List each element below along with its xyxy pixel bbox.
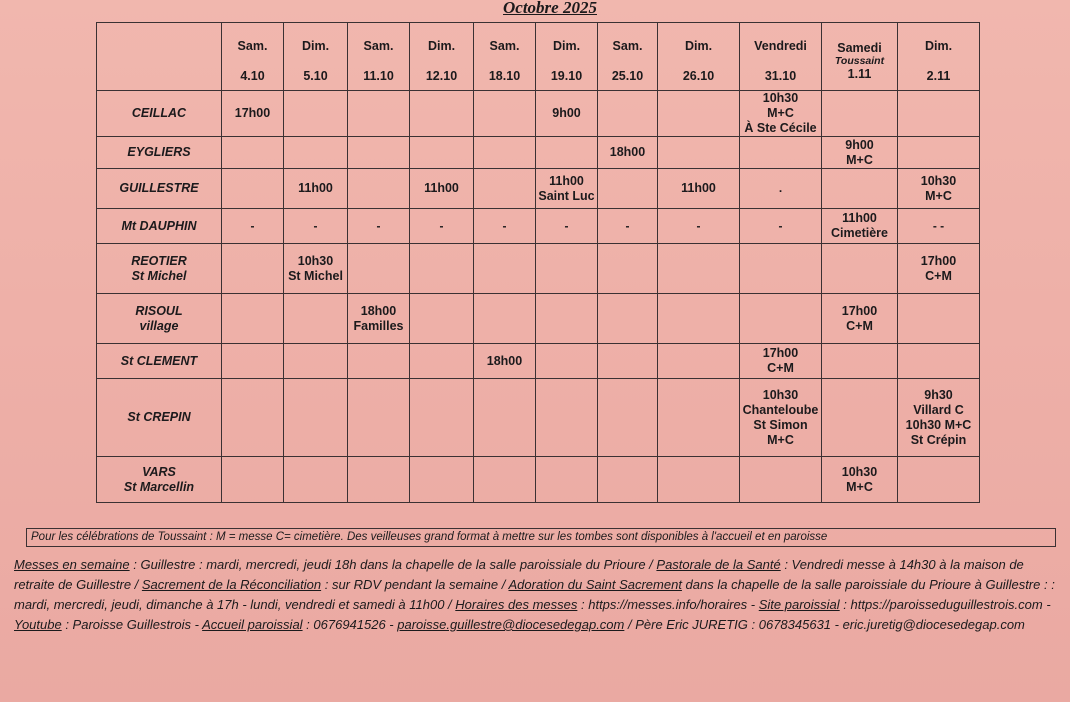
- column-header: [898, 23, 980, 91]
- location-cell: [97, 209, 222, 244]
- mass-schedule-table: [96, 22, 980, 503]
- schedule-cell: [598, 91, 658, 137]
- mass-time: M+C: [846, 152, 873, 167]
- mass-time: 10h30 M+C: [905, 417, 972, 432]
- schedule-cell: [536, 379, 598, 457]
- schedule-cell: [474, 244, 536, 294]
- day-date: 31.10: [764, 69, 797, 83]
- mass-time: C+M: [846, 318, 873, 333]
- paroisse-email[interactable]: paroisse.guillestre@diocesedegap.com: [397, 617, 625, 632]
- location-name: Mt DAUPHIN: [121, 218, 197, 233]
- header-row: [97, 23, 980, 91]
- mass-time: 17h00: [234, 106, 271, 120]
- schedule-cell: [222, 91, 284, 137]
- schedule-cell: [658, 169, 740, 209]
- schedule-cell: [598, 457, 658, 503]
- schedule-cell: [348, 169, 410, 209]
- location-name: RISOUL: [135, 303, 183, 318]
- schedule-cell: [284, 457, 348, 503]
- location-name: EYGLIERS: [127, 145, 191, 159]
- schedule-cell: [536, 344, 598, 379]
- location-cell: [97, 379, 222, 457]
- day-date: 26.10: [682, 69, 715, 83]
- schedule-cell: [740, 169, 822, 209]
- day-name: Dim.: [924, 39, 953, 53]
- mass-time: -: [696, 218, 701, 233]
- info-paragraph: [14, 555, 1070, 635]
- horaires-label: Horaires des messes: [455, 597, 578, 612]
- mass-time: M+C: [925, 188, 952, 203]
- day-date: 25.10: [611, 69, 644, 83]
- table-row: [97, 137, 980, 169]
- mass-time: 10h30: [762, 91, 799, 105]
- schedule-cell: [284, 344, 348, 379]
- toussaint-note: Pour les célébrations de Toussaint : M = messe C= cimetière. Des veilleuses grand format à mettre sur les tombes sont disponibles à l'accueil et en paroisse: [26, 528, 1056, 547]
- mass-time: -: [250, 218, 255, 233]
- pere-contact: / Père Eric JURETIG : 0678345631 - eric.juretig@diocesedegap.com: [624, 617, 1025, 632]
- schedule-cell: [222, 457, 284, 503]
- schedule-cell: [598, 137, 658, 169]
- schedule-cell: [348, 457, 410, 503]
- day-name: Sam.: [363, 39, 394, 53]
- mass-time: St Michel: [288, 268, 343, 283]
- schedule-cell: [598, 244, 658, 294]
- mass-time: 10h30: [841, 464, 878, 479]
- schedule-cell: [598, 379, 658, 457]
- table-row: [97, 209, 980, 244]
- schedule-cell: [658, 294, 740, 344]
- mass-time: C+M: [925, 268, 952, 283]
- day-date: 2.11: [926, 69, 951, 83]
- schedule-cell: [410, 379, 474, 457]
- reconciliation-text: : sur RDV pendant la semaine /: [321, 577, 509, 592]
- column-header: [822, 23, 898, 91]
- schedule-cell: [536, 209, 598, 244]
- day-date: 18.10: [488, 69, 521, 83]
- day-name: Sam.: [237, 39, 268, 53]
- schedule-cell: [822, 91, 898, 137]
- schedule-cell: [222, 244, 284, 294]
- schedule-cell: [474, 379, 536, 457]
- mass-time: 10h30: [762, 387, 799, 402]
- schedule-cell: [284, 379, 348, 457]
- schedule-cell: [474, 344, 536, 379]
- youtube-label: Youtube: [14, 617, 62, 632]
- column-header: [536, 23, 598, 91]
- schedule-cell: [598, 294, 658, 344]
- schedule-cell: [658, 91, 740, 137]
- mass-time: 11h00: [842, 211, 877, 225]
- schedule-cell: [222, 294, 284, 344]
- location-name: St CREPIN: [127, 410, 191, 424]
- schedule-cell: [740, 137, 822, 169]
- schedule-cell: [898, 457, 980, 503]
- schedule-cell: [536, 137, 598, 169]
- location-name: St Michel: [131, 268, 187, 283]
- mass-time: 11h00: [549, 173, 584, 188]
- column-header: [348, 23, 410, 91]
- mass-time: 11h00: [424, 181, 459, 195]
- mass-time: 18h00: [360, 303, 397, 318]
- schedule-cell: [898, 379, 980, 457]
- header-corner: [97, 23, 222, 91]
- page-title: Octobre 2025: [503, 0, 597, 17]
- mass-time: 18h00: [609, 145, 646, 159]
- weekday-masses-label: Messes en semaine: [14, 557, 130, 572]
- schedule-cell: [658, 379, 740, 457]
- schedule-cell: [348, 379, 410, 457]
- pastorale-text: : Vendredi messe à 14h30 à la maison de retraite de Guillestre /: [14, 557, 1024, 592]
- day-name: Dim.: [552, 39, 581, 53]
- column-header: [740, 23, 822, 91]
- mass-time: 17h00: [762, 346, 799, 360]
- schedule-cell: [598, 169, 658, 209]
- schedule-cell: [474, 91, 536, 137]
- column-header: [658, 23, 740, 91]
- site-label: Site paroissial: [758, 597, 840, 612]
- accueil-phone: : 0676941526 -: [302, 617, 398, 632]
- mass-time: -: [502, 218, 507, 233]
- schedule-cell: [658, 137, 740, 169]
- mass-time: -: [564, 218, 569, 233]
- schedule-cell: [536, 457, 598, 503]
- schedule-cell: [348, 209, 410, 244]
- column-header: [222, 23, 284, 91]
- schedule-cell: [740, 244, 822, 294]
- schedule-cell: [898, 169, 980, 209]
- location-name: St CLEMENT: [120, 353, 198, 368]
- schedule-cell: [898, 294, 980, 344]
- schedule-cell: [474, 137, 536, 169]
- mass-time: 9h30: [924, 387, 953, 402]
- mass-time: 11h00: [681, 181, 716, 195]
- column-header: [598, 23, 658, 91]
- column-header: [474, 23, 536, 91]
- accueil-label: Accueil paroissial: [202, 617, 303, 632]
- schedule-cell: [474, 294, 536, 344]
- mass-time: - -: [932, 218, 945, 233]
- day-date: 4.10: [240, 69, 265, 83]
- schedule-cell: [740, 379, 822, 457]
- adoration-text: dans la chapelle de la salle paroissiale du Prioure à Guillestre : : mardi, mercredi, jeudi, dimanche à 17h - lundi, vendredi et samedi à 11h00 /: [14, 577, 1055, 612]
- location-name: CEILLAC: [131, 106, 187, 120]
- schedule-cell: [822, 209, 898, 244]
- schedule-cell: [740, 457, 822, 503]
- mass-time: -: [313, 218, 318, 233]
- mass-time: .: [778, 181, 783, 195]
- day-subtitle: Toussaint: [834, 55, 885, 67]
- mass-time: Villard C: [913, 402, 964, 417]
- schedule-cell: [410, 244, 474, 294]
- schedule-cell: [822, 379, 898, 457]
- day-date: 5.10: [303, 69, 328, 83]
- table-row: [97, 91, 980, 137]
- schedule-cell: [348, 344, 410, 379]
- schedule-cell: [898, 344, 980, 379]
- mass-time: 17h00: [920, 253, 957, 268]
- location-cell: [97, 457, 222, 503]
- adoration-label: Adoration du Saint Sacrement: [508, 577, 682, 592]
- horaires-link[interactable]: : https://messes.info/horaires -: [577, 597, 759, 612]
- day-name: Dim.: [427, 39, 456, 53]
- schedule-cell: [822, 344, 898, 379]
- day-name: Dim.: [301, 39, 330, 53]
- table-row: [97, 169, 980, 209]
- schedule-cell: [822, 244, 898, 294]
- day-date: 1.11: [847, 67, 872, 81]
- schedule-cell: [658, 344, 740, 379]
- location-cell: [97, 137, 222, 169]
- location-cell: [97, 169, 222, 209]
- mass-time: -: [439, 218, 444, 233]
- schedule-cell: [410, 344, 474, 379]
- schedule-cell: [474, 457, 536, 503]
- day-date: 11.10: [363, 69, 394, 83]
- pastorale-label: Pastorale de la Santé: [656, 557, 781, 572]
- day-date: 12.10: [425, 69, 458, 83]
- schedule-cell: [348, 137, 410, 169]
- schedule-cell: [898, 209, 980, 244]
- location-name: GUILLESTRE: [119, 181, 199, 195]
- day-name: Samedi: [837, 41, 882, 55]
- mass-time: 9h00: [552, 106, 581, 120]
- schedule-cell: [898, 137, 980, 169]
- schedule-cell: [474, 169, 536, 209]
- schedule-cell: [598, 209, 658, 244]
- mass-time: 10h30: [920, 173, 957, 188]
- schedule-cell: [822, 457, 898, 503]
- mass-time: 9h00: [845, 137, 874, 152]
- location-name: REOTIER: [131, 253, 187, 268]
- table-row: [97, 294, 980, 344]
- table-row: [97, 457, 980, 503]
- schedule-cell: [822, 294, 898, 344]
- schedule-cell: [536, 169, 598, 209]
- mass-time: -: [778, 218, 783, 233]
- mass-time: Saint Luc: [538, 188, 595, 203]
- schedule-cell: [536, 91, 598, 137]
- schedule-cell: [898, 244, 980, 294]
- schedule-cell: [898, 91, 980, 137]
- schedule-cell: [658, 209, 740, 244]
- column-header: [410, 23, 474, 91]
- column-header: [284, 23, 348, 91]
- location-name: village: [139, 318, 179, 333]
- mass-time: -: [625, 218, 630, 233]
- schedule-cell: [284, 294, 348, 344]
- schedule-cell: [410, 169, 474, 209]
- mass-time: Familles: [353, 318, 404, 333]
- schedule-cell: [410, 137, 474, 169]
- table-row: [97, 244, 980, 294]
- day-name: Sam.: [489, 39, 520, 53]
- schedule-cell: [222, 379, 284, 457]
- mass-time: À Ste Cécile: [744, 121, 817, 135]
- schedule-cell: [348, 91, 410, 137]
- notes-section: [14, 528, 1070, 635]
- location-name: St Marcellin: [123, 479, 195, 494]
- schedule-cell: [348, 244, 410, 294]
- mass-time: -: [376, 218, 381, 233]
- schedule-cell: [822, 137, 898, 169]
- mass-time: Cimetière: [831, 226, 888, 240]
- mass-time: 17h00: [841, 303, 878, 318]
- mass-time: St Crépin: [910, 432, 967, 447]
- schedule-cell: [222, 137, 284, 169]
- table-row: [97, 379, 980, 457]
- reconciliation-label: Sacrement de la Réconciliation: [141, 577, 322, 592]
- schedule-cell: [474, 209, 536, 244]
- weekday-masses-text: : Guillestre : mardi, mercredi, jeudi 18h dans la chapelle de la salle paroissiale du Prioure /: [129, 557, 657, 572]
- schedule-cell: [284, 91, 348, 137]
- schedule-cell: [222, 209, 284, 244]
- schedule-cell: [284, 137, 348, 169]
- schedule-cell: [822, 169, 898, 209]
- schedule-cell: [740, 209, 822, 244]
- mass-time: 18h00: [486, 353, 523, 368]
- table-row: [97, 344, 980, 379]
- day-name: Dim.: [684, 39, 713, 53]
- mass-time: 11h00: [298, 181, 333, 195]
- mass-time: 10h30: [297, 253, 334, 268]
- schedule-cell: [536, 244, 598, 294]
- schedule-cell: [740, 344, 822, 379]
- mass-time: Chanteloube: [742, 402, 819, 417]
- site-link[interactable]: : https://paroisseduguillestrois.com -: [839, 597, 1051, 612]
- schedule-cell: [222, 344, 284, 379]
- mass-time: St Simon: [753, 417, 808, 432]
- location-cell: [97, 91, 222, 137]
- day-name: Vendredi: [754, 39, 807, 53]
- schedule-cell: [658, 244, 740, 294]
- day-date: 19.10: [550, 69, 583, 83]
- location-cell: [97, 244, 222, 294]
- schedule-cell: [284, 169, 348, 209]
- schedule-cell: [222, 169, 284, 209]
- schedule-cell: [410, 457, 474, 503]
- schedule-cell: [536, 294, 598, 344]
- schedule-cell: [410, 209, 474, 244]
- schedule-cell: [348, 294, 410, 344]
- location-name: VARS: [142, 464, 176, 479]
- schedule-cell: [410, 294, 474, 344]
- schedule-cell: [740, 294, 822, 344]
- schedule-cell: [598, 344, 658, 379]
- schedule-cell: [410, 91, 474, 137]
- schedule-cell: [284, 209, 348, 244]
- schedule-cell: [740, 91, 822, 137]
- mass-time: M+C: [767, 106, 794, 120]
- day-name: Sam.: [612, 39, 643, 53]
- mass-time: M+C: [767, 432, 794, 447]
- location-cell: [97, 294, 222, 344]
- schedule-cell: [284, 244, 348, 294]
- location-cell: [97, 344, 222, 379]
- schedule-cell: [658, 457, 740, 503]
- mass-time: C+M: [767, 361, 794, 375]
- youtube-text: : Paroisse Guillestrois -: [61, 617, 203, 632]
- mass-time: M+C: [846, 479, 873, 494]
